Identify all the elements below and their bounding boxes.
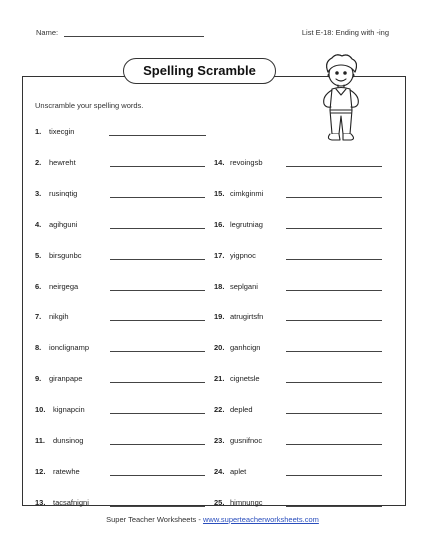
spelling-item xyxy=(35,127,206,139)
answer-line[interactable] xyxy=(286,290,382,291)
item-number: 25. xyxy=(214,497,225,507)
item-number: 18. xyxy=(214,281,225,291)
scrambled-word: kignapcin xyxy=(53,405,85,415)
item-number: 23. xyxy=(214,436,225,445)
scrambled-word: cignetsle xyxy=(230,374,260,384)
spelling-item xyxy=(35,467,205,479)
scrambled-word: agihguni xyxy=(49,219,78,229)
answer-line[interactable] xyxy=(110,382,205,383)
item-number: 15. xyxy=(214,188,225,198)
spelling-item xyxy=(35,158,205,170)
scrambled-word: himnungc xyxy=(230,497,263,507)
list-label: List E-18: Ending with -ing xyxy=(301,28,389,37)
item-number: 8. xyxy=(35,343,42,353)
scrambled-word: ionclignamp xyxy=(49,343,90,353)
answer-line[interactable] xyxy=(110,197,205,198)
answer-line[interactable] xyxy=(286,506,382,507)
answer-line[interactable] xyxy=(286,444,382,445)
item-number: 10. xyxy=(35,405,46,415)
answer-line[interactable] xyxy=(286,382,382,383)
answer-line[interactable] xyxy=(110,290,205,291)
scrambled-word: hewreht xyxy=(49,157,76,167)
boy-cartoon-icon xyxy=(310,50,370,145)
scrambled-word: ganhcign xyxy=(230,343,261,353)
item-number: 3. xyxy=(35,188,42,198)
answer-line[interactable] xyxy=(286,413,382,414)
spelling-item xyxy=(35,374,205,386)
answer-line[interactable] xyxy=(286,351,382,352)
scrambled-word: giranpape xyxy=(49,374,83,384)
spelling-item xyxy=(35,282,205,294)
spelling-item xyxy=(214,220,382,232)
item-number: 5. xyxy=(35,250,42,260)
spelling-item xyxy=(214,158,382,170)
item-number: 4. xyxy=(35,219,42,229)
scrambled-word: legrutniag xyxy=(230,219,263,229)
spelling-item xyxy=(35,498,205,510)
item-number: 13. xyxy=(35,497,46,507)
scrambled-word: atrugirtsfn xyxy=(230,312,264,322)
answer-line[interactable] xyxy=(286,259,382,260)
item-number: 9. xyxy=(35,374,42,384)
scrambled-word: ratewhe xyxy=(53,466,80,476)
instructions-text: Unscramble your spelling words. xyxy=(35,101,144,110)
spelling-item xyxy=(35,436,205,448)
answer-line[interactable] xyxy=(286,320,382,321)
footer-prefix: Super Teacher Worksheets - xyxy=(106,515,203,524)
spelling-item xyxy=(214,467,382,479)
scrambled-word: seplgani xyxy=(230,281,258,291)
scrambled-word: gusnifnoc xyxy=(230,436,263,445)
spelling-item xyxy=(214,498,382,510)
answer-line[interactable] xyxy=(110,444,205,445)
footer-link[interactable]: www.superteacherworksheets.com xyxy=(202,515,319,524)
answer-line[interactable] xyxy=(110,413,205,414)
item-number: 16. xyxy=(214,219,225,229)
answer-line[interactable] xyxy=(286,166,382,167)
scrambled-word: tixecgin xyxy=(49,127,75,136)
spelling-item xyxy=(214,405,382,417)
scrambled-word: revoingsb xyxy=(230,157,263,167)
answer-line[interactable] xyxy=(286,475,382,476)
scrambled-word: tacsafnigni xyxy=(53,497,89,507)
item-number: 11. xyxy=(35,436,46,445)
spelling-item xyxy=(214,251,382,263)
spelling-item xyxy=(35,405,205,417)
answer-line[interactable] xyxy=(110,166,205,167)
item-number: 14. xyxy=(214,157,225,167)
answer-line[interactable] xyxy=(109,135,206,136)
scrambled-word: dunsinog xyxy=(53,436,84,445)
item-number: 1. xyxy=(35,127,42,136)
scrambled-word: aplet xyxy=(230,466,247,476)
answer-line[interactable] xyxy=(110,320,205,321)
answer-line[interactable] xyxy=(286,197,382,198)
answer-line[interactable] xyxy=(110,475,205,476)
item-number: 21. xyxy=(214,374,225,384)
item-number: 12. xyxy=(35,466,46,476)
name-label: Name: xyxy=(36,28,59,37)
answer-line[interactable] xyxy=(110,506,205,507)
item-number: 20. xyxy=(214,343,225,353)
footer xyxy=(0,515,425,524)
spelling-item xyxy=(214,374,382,386)
spelling-item xyxy=(214,343,382,355)
answer-line[interactable] xyxy=(110,259,205,260)
page-title: Spelling Scramble xyxy=(123,58,276,84)
spelling-item xyxy=(35,251,205,263)
spelling-item xyxy=(35,312,205,324)
spelling-item xyxy=(214,436,382,448)
spelling-item xyxy=(35,343,205,355)
scrambled-word: rusinqtig xyxy=(49,188,78,198)
scrambled-word: nikgih xyxy=(49,312,69,322)
spelling-item xyxy=(35,220,205,232)
item-number: 2. xyxy=(35,157,42,167)
scrambled-word: neirgega xyxy=(49,281,79,291)
item-number: 19. xyxy=(214,312,225,322)
name-blank-line[interactable] xyxy=(64,36,204,37)
scrambled-word: cimkginmi xyxy=(230,188,264,198)
answer-line[interactable] xyxy=(110,351,205,352)
spelling-item xyxy=(214,282,382,294)
item-number: 24. xyxy=(214,466,225,476)
item-number: 17. xyxy=(214,250,225,260)
scrambled-word: yigpnoc xyxy=(230,250,256,260)
item-number: 6. xyxy=(35,281,42,291)
spelling-item xyxy=(35,189,205,201)
scrambled-word: birsgunbc xyxy=(49,250,82,260)
scrambled-word: depled xyxy=(230,405,253,415)
spelling-item xyxy=(214,189,382,201)
item-number: 7. xyxy=(35,312,42,322)
answer-line[interactable] xyxy=(110,228,205,229)
spelling-item xyxy=(214,312,382,324)
item-number: 22. xyxy=(214,405,225,415)
answer-line[interactable] xyxy=(286,228,382,229)
